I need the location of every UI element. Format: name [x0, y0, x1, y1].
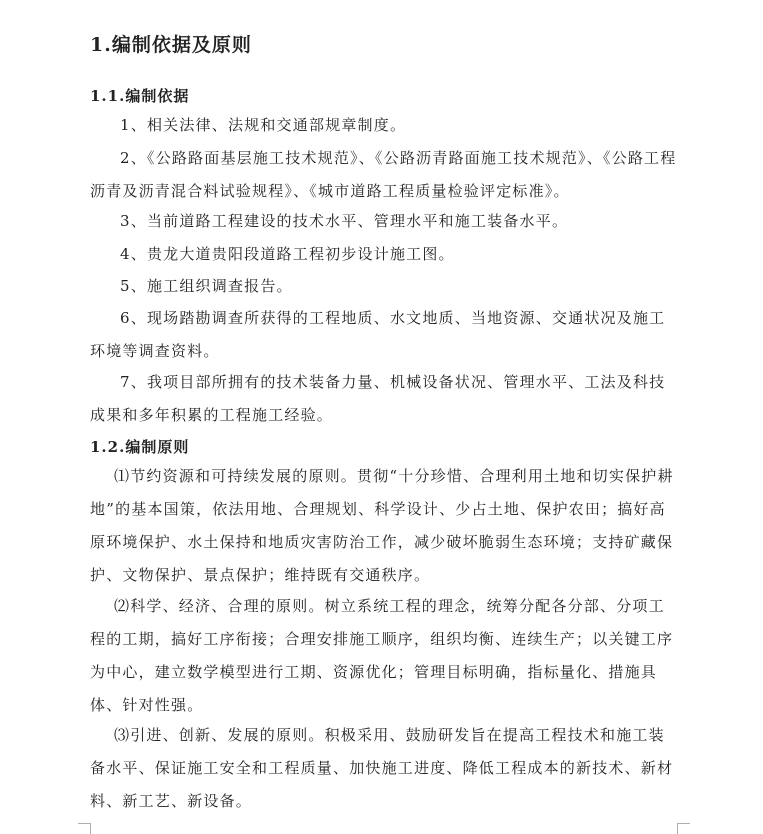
principle-item-2: ⑵科学、经济、合理的原则。树立系统工程的理念，统筹分配各分部、分项工程的工期，搞好工序衔接；合理安排施工顺序，组织均衡、连续生产；以关键工序为中心，建立数学模型进行工期、资源优化；管理目标明确，指标量化、措施具体、针对性强。: [90, 597, 674, 714]
main-heading: 1.编制依据及原则: [90, 34, 252, 56]
basis-item-7: 7、我项目部所拥有的技术装备力量、机械设备状况、管理水平、工法及科技成果和多年积累的工程施工经验。: [90, 373, 666, 424]
basis-item-5: 5、施工组织调查报告。: [120, 277, 293, 295]
section-2-title: 1.2.编制原则: [90, 438, 190, 456]
principle-item-3: ⑶引进、创新、发展的原则。积极采用、鼓励研发旨在提高工程技术和施工装备水平、保证施工安全和工程质量、加快施工进度、降低工程成本的新技术、新材料、新工艺、新设备。: [90, 726, 674, 810]
basis-item-2: 2、《公路路面基层施工技术规范》、《公路沥青路面施工技术规范》、《公路工程沥青及沥青混合料试验规程》、《城市道路工程质量检验评定标准》。: [90, 149, 677, 200]
basis-item-1: 1、相关法律、法规和交通部规章制度。: [120, 116, 407, 134]
section-1-title: 1.1.编制依据: [90, 87, 190, 105]
basis-item-3: 3、当前道路工程建设的技术水平、管理水平和施工装备水平。: [120, 212, 569, 230]
principle-item-1: ⑴节约资源和可持续发展的原则。贯彻“十分珍惜、合理利用土地和切实保护耕地”的基本国策，依法用地、合理规划、科学设计、少占土地、保护农田；搞好高原环境保护、水土保持和地质灾害防治工作，减少破坏脆弱生态环境；支持矿藏保护、文物保护、景点保护；维持既有交通秩序。: [90, 467, 674, 584]
page-corner-mark-right: [677, 823, 690, 834]
basis-item-4: 4、贵龙大道贵阳段道路工程初步设计施工图。: [120, 245, 455, 263]
page-corner-mark-left: [78, 823, 91, 834]
basis-item-6: 6、现场踏勘调查所获得的工程地质、水文地质、当地资源、交通状况及施工环境等调查资料。: [90, 309, 666, 360]
